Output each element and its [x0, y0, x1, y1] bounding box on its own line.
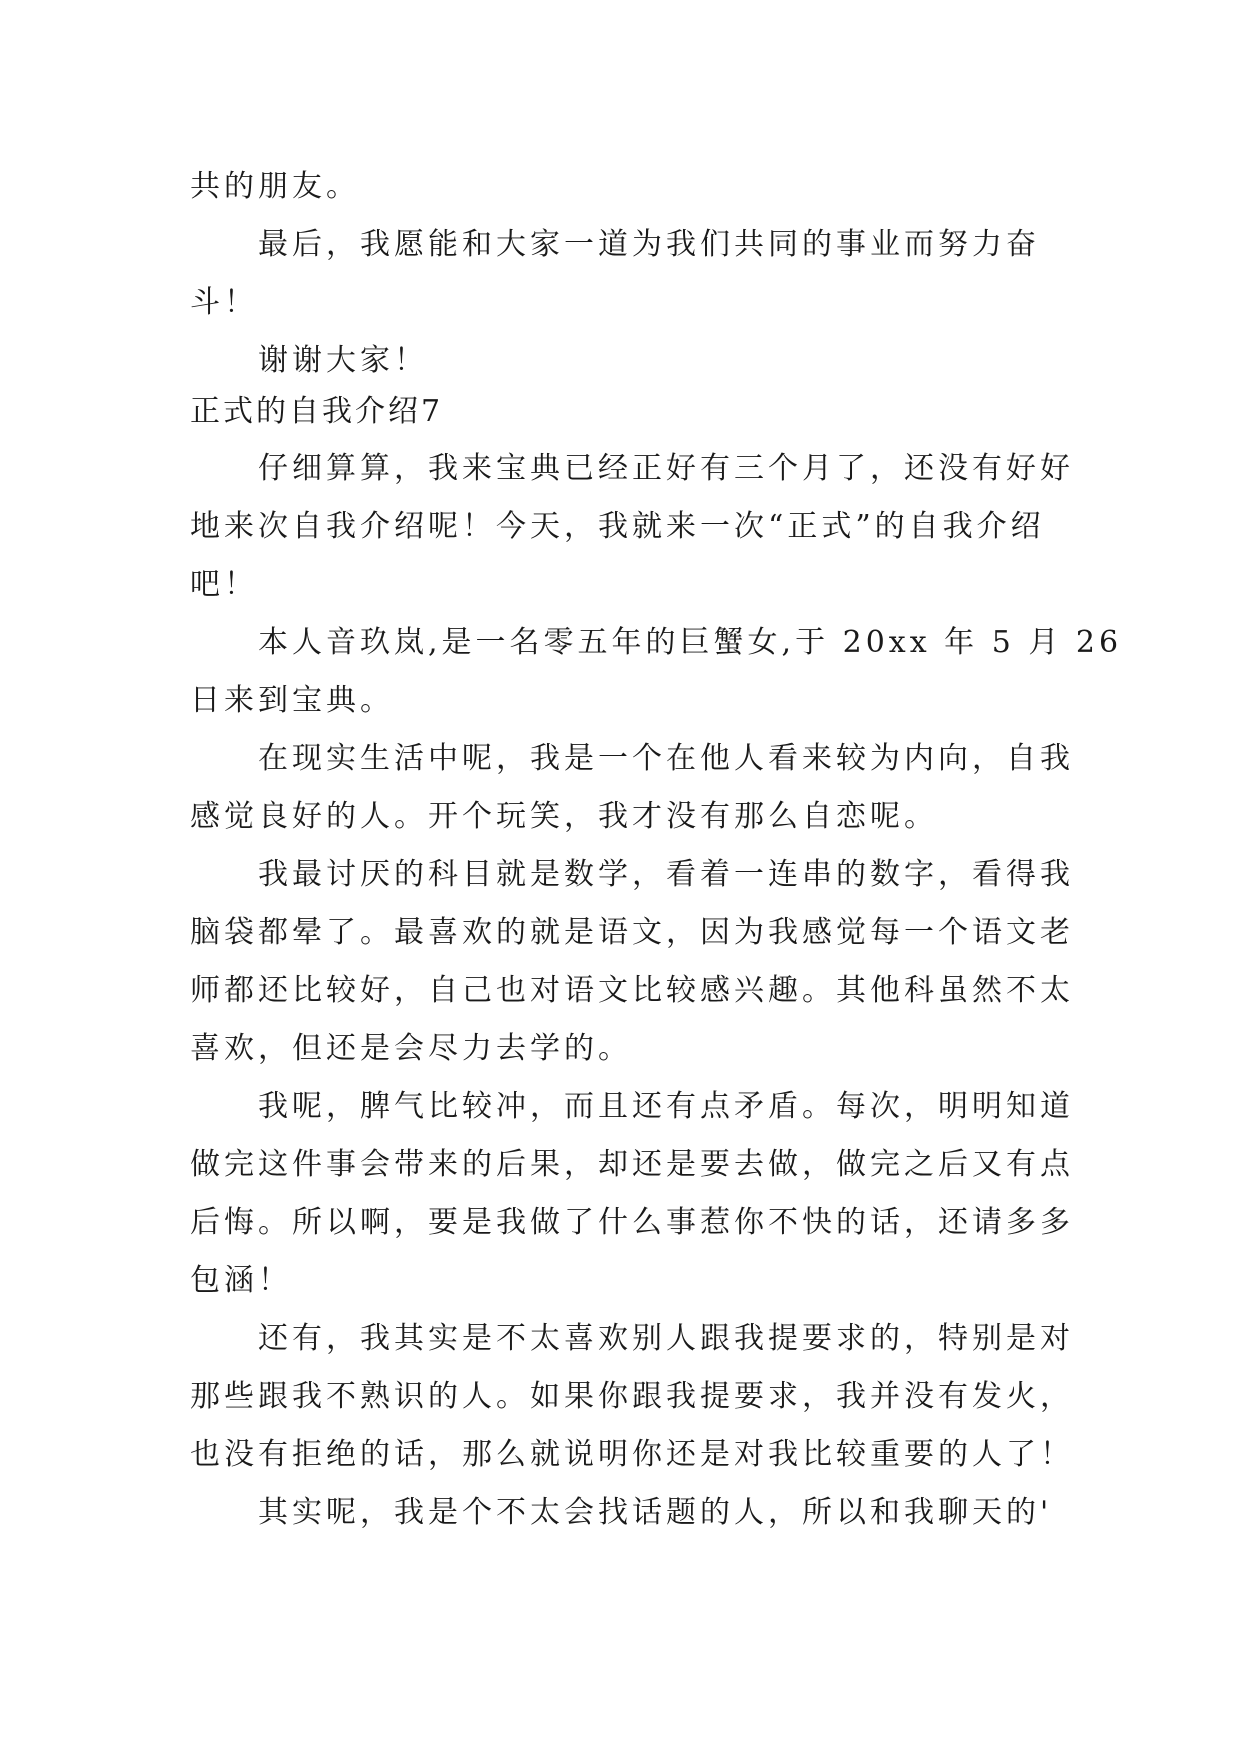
text-line: 那些跟我不熟识的人。如果你跟我提要求，我并没有发火， [190, 1379, 1074, 1414]
text-line: 脑袋都晕了。最喜欢的就是语文，因为我感觉每一个语文老 [190, 915, 1074, 950]
text-line: 共的朋友。 [190, 169, 360, 204]
paragraph [190, 216, 1050, 332]
text-line: 感觉良好的人。开个玩笑，我才没有那么自恋呢。 [190, 799, 938, 834]
text-line: 本人音玖岚,是一名零五年的巨蟹女,于 20xx 年 5 月 26 [258, 625, 1123, 660]
paragraph [190, 332, 1050, 390]
text-line: 做完这件事会带来的后果，却还是要去做，做完之后又有点 [190, 1147, 1074, 1182]
paragraph [190, 846, 1074, 1078]
text-line: 日来到宝典。 [190, 683, 394, 718]
text-line: 吧！ [190, 567, 258, 602]
text-line: 后悔。所以啊，要是我做了什么事惹你不快的话，还请多多 [190, 1205, 1074, 1240]
paragraph [190, 1310, 1074, 1484]
paragraph [190, 614, 1123, 730]
paragraph [190, 158, 1050, 216]
text-line: 地来次自我介绍呢！今天，我就来一次“正式”的自我介绍 [190, 509, 1045, 544]
paragraph [190, 730, 1074, 846]
text-line: 包涵！ [190, 1263, 292, 1298]
text-line: 仔细算算，我来宝典已经正好有三个月了，还没有好好 [258, 451, 1074, 486]
text-line: 我呢，脾气比较冲，而且还有点矛盾。每次，明明知道 [258, 1089, 1074, 1124]
paragraph [190, 1078, 1074, 1310]
text-line: 我最讨厌的科目就是数学，看着一连串的数字，看得我 [258, 857, 1074, 892]
text-line: 谢谢大家！ [258, 343, 428, 378]
document-page [190, 158, 1123, 1542]
text-line: 在现实生活中呢，我是一个在他人看来较为内向，自我 [258, 741, 1074, 776]
text-line: 喜欢，但还是会尽力去学的。 [190, 1031, 632, 1066]
text-line: 斗！ [190, 285, 258, 320]
text-line: 最后，我愿能和大家一道为我们共同的事业而努力奋 [258, 227, 1040, 262]
text-line: 还有，我其实是不太喜欢别人跟我提要求的，特别是对 [258, 1321, 1074, 1356]
text-line: 其实呢，我是个不太会找话题的人，所以和我聊天的' [258, 1495, 1053, 1530]
text-line: 师都还比较好，自己也对语文比较感兴趣。其他科虽然不太 [190, 973, 1074, 1008]
text-line: 也没有拒绝的话，那么就说明你还是对我比较重要的人了！ [190, 1437, 1074, 1472]
paragraph [190, 440, 1074, 614]
section-heading: 正式的自我介绍7 [190, 394, 444, 429]
paragraph [190, 1484, 1053, 1542]
